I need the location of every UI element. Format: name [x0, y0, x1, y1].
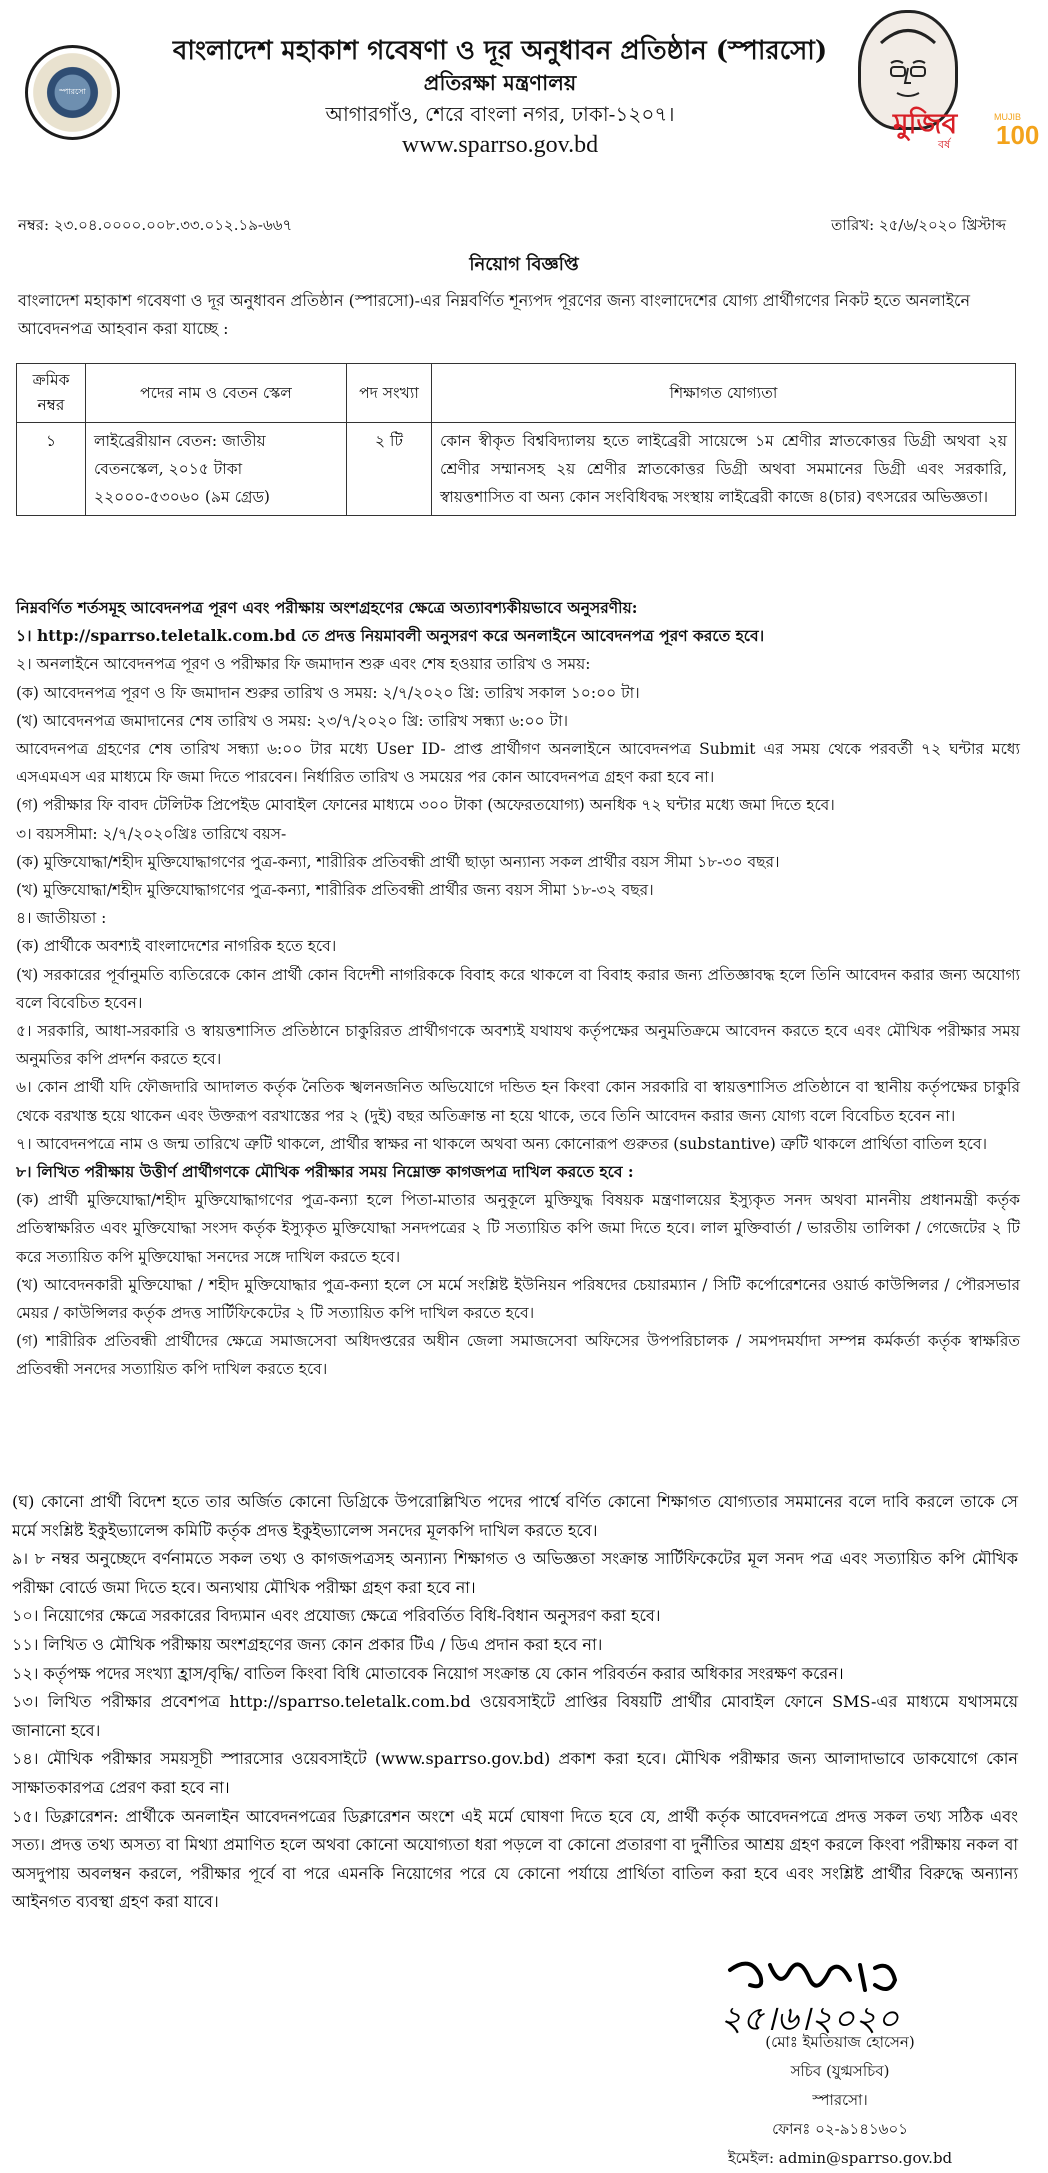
condition-item: ৪। জাতীয়তা : [16, 909, 107, 928]
notice-date: তারিখ: ২৫/৬/২০২০ খ্রিস্টাব্দ [831, 216, 1006, 234]
mujib-en-text: MUJIB [994, 112, 1021, 122]
condition-item: (গ) শারীরিক প্রতিবন্ধী প্রার্থীদের ক্ষেত্রে সমাজসেবা অধিদপ্তরের অধীন জেলা সমাজসেবা অফিসের উপপরিচালক / সমপদমর্যাদা সম্পন্ন কর্মকর্তা কর্তৃক স্বাক্ষরিত প্রতিবন্ধী সনদের সত্যায়িত কপি দাখিল করতে হবে। [16, 1332, 1020, 1379]
condition-item: (ক) প্রার্থীকে অবশ্যই বাংলাদেশের নাগরিক হতে হবে। [16, 937, 337, 956]
condition-item: আবেদনপত্র গ্রহণের শেষ তারিখ সন্ধ্যা ৬:০০ টার মধ্যে User ID- প্রাপ্ত প্রার্থীগণ অনলাইনে আবেদনপত্র Submit এর সময় থেকে পরবর্তী ৭২ ঘন্টার মধ্যে এসএমএস এর মাধ্যমে ফি জমা দিতে পারবেন। নির্ধারিত তারিখ ও সময়ের পর কোন আবেদনপত্র গ্রহণ করা হবে না। [16, 740, 1020, 787]
condition-item: নিম্নবর্ণিত শর্তসমূহ আবেদনপত্র পূরণ এবং পরীক্ষায় অংশগ্রহণের ক্ষেত্রে অত্যাবশ্যকীয়ভাবে অনুসরণীয়: [16, 598, 638, 617]
condition-item: ৭। আবেদনপত্রে নাম ও জন্ম তারিখে ত্রুটি থাকলে, প্রার্থীর স্বাক্ষর না থাকলে অথবা অন্য কোনোরূপ গুরুতর (substantive) ত্রুটি থাকলে প্রার্থিতা বাতিল হবে। [16, 1134, 988, 1153]
col-post-header: পদের নাম ও বেতন স্কেল [86, 364, 347, 423]
cell-post: লাইব্রেরীয়ান বেতন: জাতীয় বেতনস্কেল, ২০১৫ টাকা ২২০০০-৫৩০৬০ (৯ম গ্রেড) [86, 423, 347, 516]
org-address: আগারগাঁও, শেরে বাংলা নগর, ঢাকা-১২০৭। [325, 102, 675, 126]
condition-item: ২। অনলাইনে আবেদনপত্র পূরণ ও পরীক্ষার ফি জমাদান শুরু এবং শেষ হওয়ার তারিখ ও সময়: [16, 655, 591, 674]
condition-item: (ঘ) কোনো প্রার্থী বিদেশ হতে তার অর্জিত কোনো ডিগ্রিকে উপরোল্লিখিত পদের পার্শ্বে বর্ণিত কোনো শিক্ষাগত যোগ্যতার সমমানের বলে দাবি করলে তাকে সে মর্মে সংশ্লিষ্ট ইকুইভ্যালেন্স কমিটি কর্তৃক প্রদত্ত ইকুইভ্যালেন্স সনদের মূলকপি দাখিল করতে হবে। [12, 1492, 1018, 1540]
handwritten-date: ২৫।৬।২০২০ [720, 1999, 900, 2039]
condition-item: ১২। কর্তৃপক্ষ পদের সংখ্যা হ্রাস/বৃদ্ধি/ বাতিল কিংবা বিধি মোতাবেক নিয়োগ সংক্রান্ত যে কোন পরিবর্তন করার অধিকার সংরক্ষণ করেন। [12, 1663, 844, 1683]
letterhead [0, 0, 1048, 205]
condition-item: ৬। কোন প্রার্থী যদি ফৌজদারি আদালত কর্তৃক নৈতিক স্খলনজনিত অভিযোগে দন্ডিত হন কিংবা কোন সরকারি বা স্বায়ত্তশাসিত প্রতিষ্ঠানে বা স্থানীয় কর্তৃপক্ষের চাকুরি থেকে বরখাস্ত হয়ে থাকেন এবং উক্তরূপ বরখাস্তের পর ২ (দুই) বছর অতিক্রান্ত না হয়ে থাকে, তবে তিনি আবেদন করার জন্য যোগ্য বলে বিবেচিত হবেন না। [16, 1078, 1020, 1125]
condition-item: ৫। সরকারি, আধা-সরকারি ও স্বায়ত্তশাসিত প্রতিষ্ঠানে চাকুরিরত প্রার্থীগণকে অবশ্যই যথাযথ কর্তৃপক্ষের অনুমতিক্রমে আবেদন করতে হবে এবং মৌখিক পরীক্ষার সময় অনুমতির কপি প্রদর্শন করতে হবে। [16, 1022, 1020, 1069]
cell-serial: ১ [17, 423, 86, 516]
mujib-borsho-logo [838, 10, 1038, 155]
condition-item: ১৪। মৌখিক পরীক্ষার সময়সূচী স্পারসোর ওয়েবসাইটে (www.sparrso.gov.bd) প্রকাশ করা হবে। মৌখিক পরীক্ষার জন্য আলাদাভাবে ডাকযোগে কোন সাক্ষাতকারপত্র প্রেরণ করা হবে না। [12, 1749, 1018, 1797]
signatory-designation: সচিব (যুগ্মসচিব) [790, 2062, 890, 2080]
conditions-section [16, 594, 1020, 1384]
notice-title: নিয়োগ বিজ্ঞপ্তি [469, 254, 579, 275]
signature-block [690, 1950, 990, 2167]
condition-item: ১৫। ডিক্লারেশন: প্রার্থীকে অনলাইন আবেদনপত্রের ডিক্লারেশন অংশে এই মর্মে ঘোষণা দিতে হবে যে, প্রার্থী কর্তৃক আবেদনপত্রে প্রদত্ত সকল তথ্য সঠিক এবং সত্য। প্রদত্ত তথ্য অসত্য বা মিথ্যা প্রমাণিত হলে অথবা কোনো অযোগ্যতা ধরা পড়লে বা কোনো প্রতারণা বা দুর্নীতির আশ্রয় গ্রহণ করলে কিংবা পরীক্ষায় নকল বা অসদুপায় অবলম্বন করলে, পরীক্ষার পূর্বে বা পরে এমনকি নিয়োগের পরে যে কোনো পর্যায়ে প্রার্থিতা বাতিল করা হবে এবং সংশ্লিষ্ট প্রার্থীর বিরুদ্ধে অন্যান্য আইনগত ব্যবস্থা গ্রহণ করা যাবে। [12, 1806, 1018, 1912]
condition-item: ৯। ৮ নম্বর অনুচ্ছেদে বর্ণনামতে সকল তথ্য ও কাগজপত্রসহ অন্যান্য শিক্ষাগত ও অভিজ্ঞতা সংক্রান্ত সার্টিফিকেটের মূল সনদ পত্র এবং সত্যায়িত কপি মৌখিক পরীক্ষা বোর্ডে জমা দিতে হবে। অন্যথায় মৌখিক পরীক্ষা গ্রহণ করা হবে না। [12, 1549, 1018, 1597]
mujib-word: মুজিব [893, 107, 958, 140]
col-serial-header: ক্রমিক নম্বর [17, 364, 86, 423]
vacancy-table [16, 363, 1016, 516]
table-header-row [17, 364, 1016, 423]
condition-item: (খ) সরকারের পূর্বানুমতি ব্যতিরেকে কোন প্রার্থী কোন বিদেশী নাগরিককে বিবাহ করে থাকলে বা বিবাহ করার জন্য প্রতিজ্ঞাবদ্ধ হলে তিনি আবেদন করার জন্য অযোগ্য বলে বিবেচিত হবেন। [16, 965, 1020, 1012]
signatory-name: (মোঃ ইমতিয়াজ হোসেন) [765, 2033, 915, 2051]
letterhead-text [150, 34, 850, 160]
org-website: www.sparrso.gov.bd [401, 132, 599, 158]
ministry-name: প্রতিরক্ষা মন্ত্রণালয় [423, 70, 577, 95]
condition-item: (ক) মুক্তিযোদ্ধা/শহীদ মুক্তিযোদ্ধাগণের পুত্র-কন্যা, শারীরিক প্রতিবন্ধী প্রার্থী ছাড়া অন্যান্য সকল প্রার্থীর বয়স সীমা ১৮-৩০ বছর। [16, 852, 780, 871]
cell-count: ২ টি [347, 423, 432, 516]
signatory-phone: ফোনঃ ০২-৯১৪১৬০১ [772, 2120, 908, 2138]
signatory-details [690, 2028, 990, 2173]
signatory-org: স্পারসো। [812, 2091, 868, 2109]
condition-item: ১৩। লিখিত পরীক্ষার প্রবেশপত্র http://sparrso.teletalk.com.bd ওয়েবসাইটে প্রাপ্তির বিষয়টি প্রার্থীর মোবাইল ফোনে SMS-এর মাধ্যমে যথাসময়ে জানানো হবে। [12, 1692, 1018, 1740]
logo-text: স্পারসো [59, 87, 86, 96]
condition-item: (খ) আবেদনপত্র জমাদানের শেষ তারিখ ও সময়: ২৩/৭/২০২০ খ্রি: তারিখ সন্ধ্যা ৬:০০ টা। [16, 711, 569, 730]
table-row [17, 423, 1016, 516]
mujib-borsho-word: বর্ষ [938, 138, 951, 151]
intro-paragraph: বাংলাদেশ মহাকাশ গবেষণা ও দূর অনুধাবন প্রতিষ্ঠান (স্পারসো)-এর নিম্নবর্ণিত শূন্যপদ পূরণের জন্য বাংলাদেশের যোগ্য প্রার্থীগণের নিকট হতে অনলাইনে আবেদনপত্র আহবান করা যাচ্ছে : [18, 291, 971, 338]
cell-qualification: কোন স্বীকৃত বিশ্ববিদ্যালয় হতে লাইব্রেরী সায়েন্সে ১ম শ্রেণীর স্নাতকোত্তর ডিগ্রী অথবা ২য় শ্রেণীর সম্মানসহ ২য় শ্রেণীর স্নাতকোত্তর ডিগ্রী অথবা সমমানের ডিগ্রী এবং সরকারি, স্বায়ত্তশাসিত বা অন্য কোন সংবিধিবদ্ধ সংস্থায় লাইব্রেরী কাজে ৪(চার) বৎসরের অভিজ্ঞতা। [432, 423, 1016, 516]
condition-item: ১১। লিখিত ও মৌখিক পরীক্ষায় অংশগ্রহণের জন্য কোন প্রকার টিএ / ডিএ প্রদান করা হবে না। [12, 1634, 603, 1654]
col-qualification-header: শিক্ষাগত যোগ্যতা [432, 364, 1016, 423]
org-name: বাংলাদেশ মহাকাশ গবেষণা ও দূর অনুধাবন প্রতিষ্ঠান (স্পারসো) [172, 36, 828, 66]
condition-item: (ক) প্রার্থী মুক্তিযোদ্ধা/শহীদ মুক্তিযোদ্ধাগণের পুত্র-কন্যা হলে পিতা-মাতার অনুকূলে মুক্তিযুদ্ধ বিষয়ক মন্ত্রণালয়ের ইস্যুকৃত সনদ অথবা মাননীয় প্রধানমন্ত্রী কর্তৃক প্রতিস্বাক্ষরিত এবং মুক্তিযোদ্ধা সংসদ কর্তৃক ইস্যুকৃত মুক্তিযোদ্ধা সনদপত্রের ২ টি সত্যায়িত কপি জমা দিতে হবে। লাল মুক্তিবার্তা / ভারতীয় তালিকা / গেজেটের ২ টি করে সত্যায়িত কপি মুক্তিযোদ্ধা সনদের সঙ্গে দাখিল করতে হবে। [16, 1191, 1020, 1266]
condition-item: ৩। বয়সসীমা: ২/৭/২০২০খ্রিঃ তারিখে বয়স- [16, 824, 287, 843]
condition-item: (খ) মুক্তিযোদ্ধা/শহীদ মুক্তিযোদ্ধাগণের পুত্র-কন্যা, শারীরিক প্রতিবন্ধী প্রার্থীর জন্য বয়স সীমা ১৮-৩২ বছর। [16, 881, 654, 900]
signatory-email[interactable]: ইমেইল: admin@sparrso.gov.bd [727, 2149, 953, 2167]
condition-item: ১০। নিয়োগের ক্ষেত্রে সরকারের বিদ্যমান এবং প্রযোজ্য ক্ষেত্রে পরিবর্তিত বিধি-বিধান অনুসরণ করা হবে। [12, 1606, 661, 1626]
conditions-section-2 [12, 1488, 1018, 1917]
sparrso-logo [25, 45, 120, 140]
condition-item: (ক) আবেদনপত্র পূরণ ও ফি জমাদান শুরুর তারিখ ও সময়: ২/৭/২০২০ খ্রি: তারিখ সকাল ১০:০০ টা। [16, 683, 640, 702]
condition-item: ৮। লিখিত পরীক্ষায় উত্তীর্ণ প্রার্থীগণকে মৌখিক পরীক্ষার সময় নিম্নোক্ত কাগজপত্র দাখিল করতে হবে : [16, 1162, 634, 1182]
mujib-100-text: 100 [996, 120, 1040, 150]
col-count-header: পদ সংখ্যা [347, 364, 432, 423]
condition-item: (গ) পরীক্ষার ফি বাবদ টেলিটক প্রিপেইড মোবাইল ফোনের মাধ্যমে ৩০০ টাকা (অফেরতযোগ্য) অনধিক ৭২ ঘন্টার মধ্যে জমা দিতে হবে। [16, 796, 835, 815]
condition-item: (খ) আবেদনকারী মুক্তিযোদ্ধা / শহীদ মুক্তিযোদ্ধার পুত্র-কন্যা হলে সে মর্মে সংশ্লিষ্ট ইউনিয়ন পরিষদের চেয়ারম্যান / সিটি কর্পোরেশনের ওয়ার্ড কাউন্সিলর / পৌরসভার মেয়র / কাউন্সিলর কর্তৃক প্রদত্ত সার্টিফিকেটের ২ টি সত্যায়িত কপি দাখিল করতে হবে। [16, 1275, 1020, 1323]
memo-number: নম্বর: ২৩.০৪.০০০০.০০৮.৩৩.০১২.১৯-৬৬৭ [18, 216, 293, 234]
condition-item: ১। http://sparrso.teletalk.com.bd তে প্রদত্ত নিয়মাবলী অনুসরণ করে অনলাইনে আবেদনপত্র পূরণ করতে হবে। [16, 626, 765, 646]
